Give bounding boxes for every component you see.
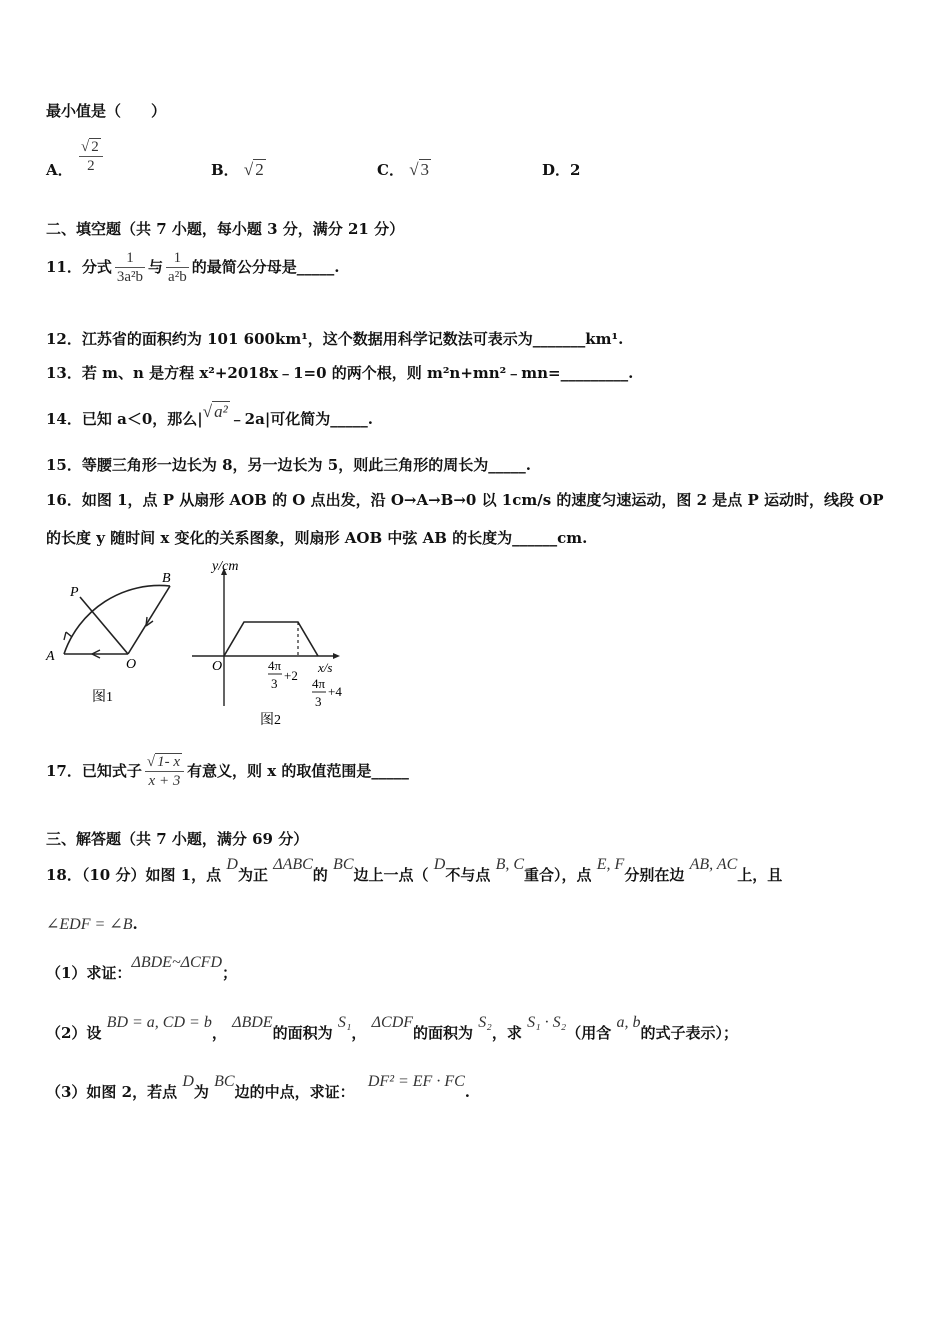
q18-p3-bc: BC: [214, 1073, 235, 1090]
option-d: D．2: [542, 161, 581, 179]
q18-p2-b: ，: [211, 1024, 227, 1042]
q11-f1-denominator: 3a²b: [116, 268, 144, 285]
q18-p3-d: D: [182, 1073, 194, 1090]
question-17: [46, 744, 409, 798]
option-a-numerator: √ 2: [81, 139, 99, 155]
section-2-heading: 二、填空题（共 7 小题，每小题 3 分，满分 21 分）: [46, 220, 405, 238]
q17-suffix: 有意义，则 x 的取值范围是_____: [187, 762, 409, 780]
q14-prefix: 14．已知 a＜0，那么|: [46, 410, 203, 428]
q17-numerator: √ 1- x: [146, 753, 181, 770]
arc-ab: [64, 585, 170, 654]
q18-angle-condition: ∠EDF = ∠B: [46, 916, 133, 933]
q18-p2-a: （2）设: [46, 1024, 102, 1042]
q18-math-d: D: [226, 856, 238, 873]
q18-math-abc: ΔABC: [273, 856, 313, 873]
q11-f2-numerator: 1: [173, 249, 182, 266]
question-12: 12．江苏省的面积约为 101 600km¹，这个数据用科学记数法可表示为_______km¹.: [46, 330, 624, 348]
segment-op: [80, 597, 128, 654]
question-14: [46, 402, 374, 429]
q18-text-d: 边上一点（: [353, 866, 429, 884]
q11-f1-numerator: 1: [126, 249, 134, 266]
q18-p2-math-2: ΔBDE: [232, 1014, 273, 1031]
label-a: A: [46, 649, 55, 664]
q11-prefix: 11．分式: [46, 258, 112, 276]
option-c-radical: √ 3: [409, 160, 430, 179]
q18-text-b: 为正: [237, 866, 268, 884]
option-a-label: A．: [46, 161, 73, 179]
question-16-line-2: 的长度 y 随时间 x 变化的关系图象，则扇形 AOB 中弦 AB 的长度为______cm.: [46, 529, 588, 547]
q18-math-bc: BC: [333, 856, 354, 873]
question-18-part-2: [46, 1014, 738, 1044]
q18-math-e-f: E, F: [596, 856, 625, 873]
segment-ob: [128, 586, 170, 654]
q18-text-f: 重合），点: [524, 866, 592, 884]
tick-2-denominator: 3: [315, 694, 322, 709]
q18-part-1-math: ΔBDE~ΔCFD: [131, 954, 222, 971]
question-11: [46, 243, 339, 291]
figure-2-graph: [186, 556, 356, 732]
figure-2-caption: 图2: [260, 713, 281, 728]
section-3-heading: 三、解答题（共 7 小题，满分 69 分）: [46, 830, 309, 848]
q18-text-c: 的: [312, 866, 328, 884]
q18-line-2-end: .: [132, 915, 138, 933]
q18-text-h: 上，且: [737, 866, 783, 884]
question-15: 15．等腰三角形一边长为 8，另一边长为 5，则此三角形的周长为_____.: [46, 456, 531, 474]
graph-line: [224, 622, 318, 656]
tick-1-plus: +2: [284, 668, 298, 683]
figure-1-sector: [42, 560, 192, 710]
q11-f2-denominator: a²b: [168, 268, 187, 285]
option-a-fraction: [79, 138, 103, 175]
question-13: 13．若 m、n 是方程 x²+2018x﹣1=0 的两个根，则 m²n+mn²﹣mn=_________.: [46, 364, 634, 382]
q18-part-1-label: （1）求证：: [46, 964, 132, 982]
q18-p2-d: ，: [351, 1024, 367, 1042]
option-b-label: B．: [211, 161, 239, 179]
label-p: P: [70, 585, 79, 600]
option-b: [211, 160, 266, 180]
q18-math-d2: D: [433, 856, 446, 873]
figure-1-caption: 图1: [92, 690, 113, 705]
q18-p3-end: .: [464, 1083, 471, 1101]
question-18-part-3: [46, 1073, 471, 1103]
q18-math-ab-ac: AB, AC: [689, 856, 738, 873]
origin-label: O: [212, 659, 223, 674]
q18-p2-math-3: ΔCDF: [371, 1014, 414, 1031]
question-18-line-1: [46, 856, 783, 886]
q17-fraction: [145, 753, 184, 790]
tick-2-numerator: 4π: [312, 676, 326, 691]
q18-math-b-c: B, C: [495, 856, 525, 873]
q18-text-g: 分别在边: [624, 866, 685, 884]
tick-2-plus: +4: [328, 684, 342, 699]
x-axis-arrow-icon: [333, 653, 340, 659]
x-axis-label: x/s: [318, 660, 333, 675]
question-16-line-1: 16．如图 1，点 P 从扇形 AOB 的 O 点出发，沿 O→A→B→0 以 1cm/s 的速度匀速运动，图 2 是点 P 运动时，线段 OP: [46, 491, 884, 509]
q18-part-1-end: ；: [222, 964, 238, 982]
q14-suffix: ﹣2a|可化简为_____.: [229, 410, 374, 428]
q18-p2-f: ，求: [491, 1024, 522, 1042]
q18-text-e: 不与点: [445, 866, 491, 884]
q17-prefix: 17．已知式子: [46, 762, 142, 780]
option-a-denominator: 2: [79, 156, 103, 175]
question-18-line-2: [46, 914, 138, 935]
q17-denominator: x + 3: [145, 771, 184, 790]
q18-p2-g: （用含: [566, 1024, 612, 1042]
q11-mid: 与: [148, 258, 164, 276]
q11-suffix: 的最简公分母是_____.: [191, 258, 340, 276]
option-b-radical: √ 2: [243, 160, 264, 179]
q18-p3-c: 边的中点，求证：: [234, 1083, 355, 1101]
q14-radical: √ a²: [202, 402, 228, 421]
q11-fraction-2: [166, 249, 189, 286]
label-b: B: [162, 571, 171, 586]
question-18-part-1: [46, 954, 238, 984]
tick-1-numerator: 4π: [268, 658, 282, 673]
option-c-label: C．: [377, 161, 404, 179]
q18-p2-ab: a, b: [616, 1014, 641, 1031]
option-c: [377, 160, 431, 180]
q18-p2-s1: S₁: [337, 1014, 352, 1031]
q18-text-a: 18．（10 分）如图 1，点: [46, 866, 222, 884]
option-a: [46, 160, 73, 180]
q18-p2-e: 的面积为: [413, 1024, 474, 1042]
q18-p2-s2: S₂: [478, 1014, 492, 1031]
tick-1-denominator: 3: [271, 676, 278, 691]
q18-p2-c: 的面积为: [272, 1024, 333, 1042]
q18-p3-a: （3）如图 2，若点: [46, 1083, 178, 1101]
label-o: O: [126, 657, 137, 672]
q18-p2-math-1: BD = a, CD = b: [106, 1014, 212, 1031]
q18-p3-math: DF² = EF · FC: [367, 1073, 465, 1090]
q18-p2-math-4: S₁ · S₂: [527, 1014, 567, 1031]
y-axis-label: y/cm: [212, 559, 239, 574]
q18-p2-h: 的式子表示）；: [640, 1024, 738, 1042]
q11-fraction-1: [115, 249, 145, 286]
q10-stem-tail: 最小值是（ ）: [46, 102, 167, 120]
q18-p3-b: 为: [193, 1083, 209, 1101]
